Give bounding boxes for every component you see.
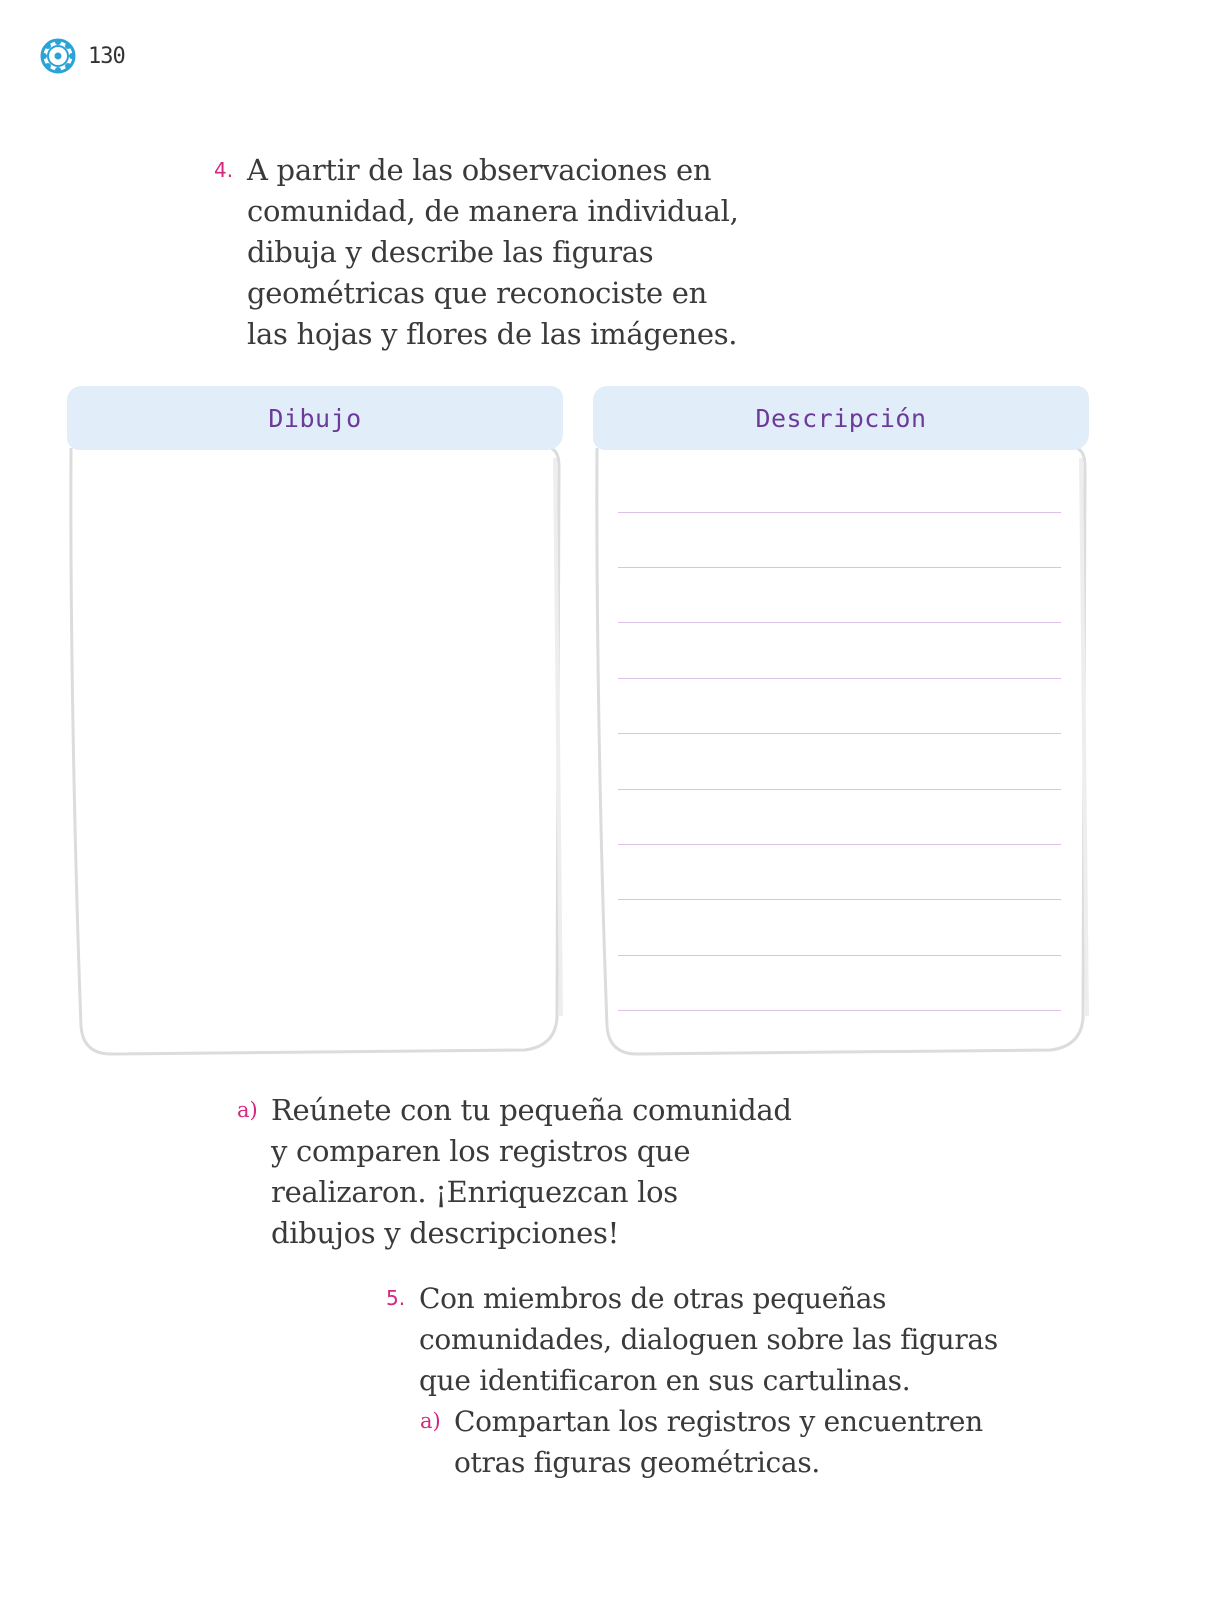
question-5 xyxy=(386,1278,998,1401)
text-line: realizaron. ¡Enriquezcan los xyxy=(271,1175,678,1209)
description-frame xyxy=(593,386,1089,1058)
text-line: las hojas y flores de las imágenes. xyxy=(247,317,738,351)
text-line: Compartan los registros y encuentren xyxy=(454,1405,983,1438)
text-line: A partir de las observaciones en xyxy=(247,153,712,187)
subquestion-text xyxy=(454,1401,983,1483)
drawing-title: Dibujo xyxy=(268,403,362,433)
question-5a xyxy=(420,1401,983,1483)
sun-emblem-icon xyxy=(40,38,76,74)
writing-line[interactable] xyxy=(618,955,1061,956)
text-line: dibuja y describe las figuras xyxy=(247,235,654,269)
question-text xyxy=(419,1278,998,1401)
question-4a xyxy=(237,1090,792,1254)
text-line: dibujos y descripciones! xyxy=(271,1216,619,1250)
writing-line[interactable] xyxy=(618,622,1061,623)
text-line: geométricas que reconociste en xyxy=(247,276,708,310)
subquestion-label: a) xyxy=(420,1409,441,1433)
subquestion-label: a) xyxy=(237,1098,258,1122)
page-header xyxy=(40,38,125,74)
writing-line[interactable] xyxy=(618,733,1061,734)
text-line: otras figuras geométricas. xyxy=(454,1446,820,1479)
question-number: 4. xyxy=(214,158,234,182)
drawing-header xyxy=(67,386,563,450)
text-line: Con miembros de otras pequeñas xyxy=(419,1282,887,1315)
writing-line[interactable] xyxy=(618,789,1061,790)
question-number: 5. xyxy=(386,1286,406,1310)
writing-line[interactable] xyxy=(618,678,1061,679)
text-line: comunidad, de manera individual, xyxy=(247,194,739,228)
drawing-panel[interactable] xyxy=(67,386,563,1058)
writing-line[interactable] xyxy=(618,899,1061,900)
drawing-frame xyxy=(67,386,563,1058)
page-number: 130 xyxy=(88,43,125,69)
subquestion-text xyxy=(271,1090,792,1254)
text-line: Reúnete con tu pequeña comunidad xyxy=(271,1093,792,1127)
text-line: y comparen los registros que xyxy=(271,1134,691,1168)
writing-line[interactable] xyxy=(618,1010,1061,1011)
question-4 xyxy=(214,150,739,355)
description-title: Descripción xyxy=(755,403,927,433)
description-header xyxy=(593,386,1089,450)
text-line: que identificaron en sus cartulinas. xyxy=(419,1364,911,1397)
writing-line[interactable] xyxy=(618,844,1061,845)
description-panel[interactable] xyxy=(593,386,1089,1058)
writing-line[interactable] xyxy=(618,512,1061,513)
text-line: comunidades, dialoguen sobre las figuras xyxy=(419,1323,998,1356)
writing-line[interactable] xyxy=(618,567,1061,568)
question-text xyxy=(247,150,739,355)
